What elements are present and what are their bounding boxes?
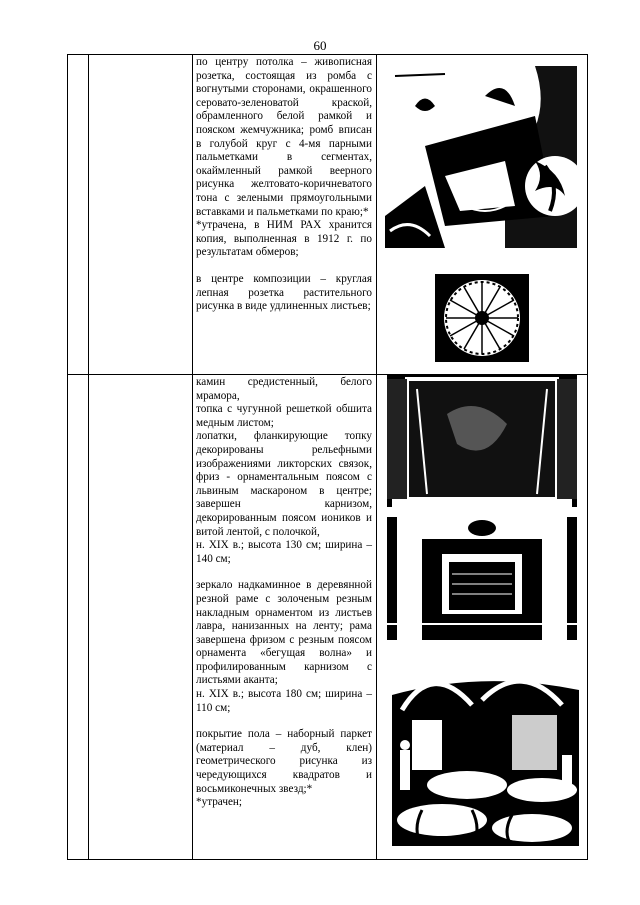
- row-2-description: [196, 376, 372, 810]
- pilasters-text: лопатки, фланкирующие топку декорированы рельефными изображениями ликторских связок, фриз - орнаментальным поясом с львиным маскароном в центре; завершен карнизом, декорированным поясом иоников и витой лентой, с полочкой,: [196, 430, 372, 538]
- ceiling-painted-rosette-photo: [385, 66, 577, 248]
- overmantel-mirror-text: зеркало надкаминное в деревянной резной раме с золоченым резным накладным орнаментом из листьев лавра, нанизанных на ленту; рама завершена фризом с резным поясом орнамента «бегущая волна» и профилированным карнизом с листьями аканта;: [196, 579, 372, 687]
- column-divider-3: [376, 54, 377, 860]
- central-stucco-rosette-photo: [435, 274, 529, 362]
- fireplace-dimensions: н. XIX в.; высота 130 см; ширина – 140 см;: [196, 539, 372, 565]
- table-border-bottom: [67, 859, 588, 860]
- column-divider-2: [192, 54, 193, 860]
- parquet-floor-text: покрытие пола – наборный паркет (материал – дуб, клен) геометрического рисунка из чередующихся квадратов и восьмиконечных звезд;*: [196, 728, 372, 795]
- historical-interior-photo: [392, 650, 579, 846]
- column-divider-1: [88, 54, 89, 860]
- mirror-dimensions: н. XIX в.; высота 180 см; ширина – 110 см;: [196, 688, 372, 714]
- central-stucco-rosette-text: в центре композиции – круглая лепная розетка растительного рисунка в виде удлиненных листьев;: [196, 272, 372, 313]
- ceiling-rosette-footnote: *утрачена, в НИМ РАХ хранится копия, выполненная в 1912 г. по результатам обмеров;: [196, 219, 372, 259]
- description-table: [67, 54, 588, 860]
- firebox-text: топка с чугунной решеткой обшита медным листом;: [196, 403, 372, 429]
- ceiling-painted-rosette-text: по центру потолка – живописная розетка, состоящая из ромба с вогнутыми сторонами, окрашенного серовато-зеленоватой краской, обрамленного белой рамкой и пояском жемчужника; ромб вписан в голубой круг с 4-мя парными пальметками в сегментах, окаймленный рамкой веерного рисунка желтовато-коричневатого тона с зелеными прямоугольными вставками и пальметками по краю;*: [196, 56, 372, 218]
- table-border-top: [67, 54, 588, 55]
- fireplace-text: камин средистенный, белого мрамора,: [196, 376, 372, 402]
- table-border-left: [67, 54, 68, 860]
- page-number: 60: [313, 38, 327, 53]
- row-1-description: [196, 56, 372, 327]
- table-border-right: [587, 54, 588, 860]
- fireplace-with-mirror-photo: [387, 374, 577, 640]
- parquet-footnote: *утрачен;: [196, 796, 243, 809]
